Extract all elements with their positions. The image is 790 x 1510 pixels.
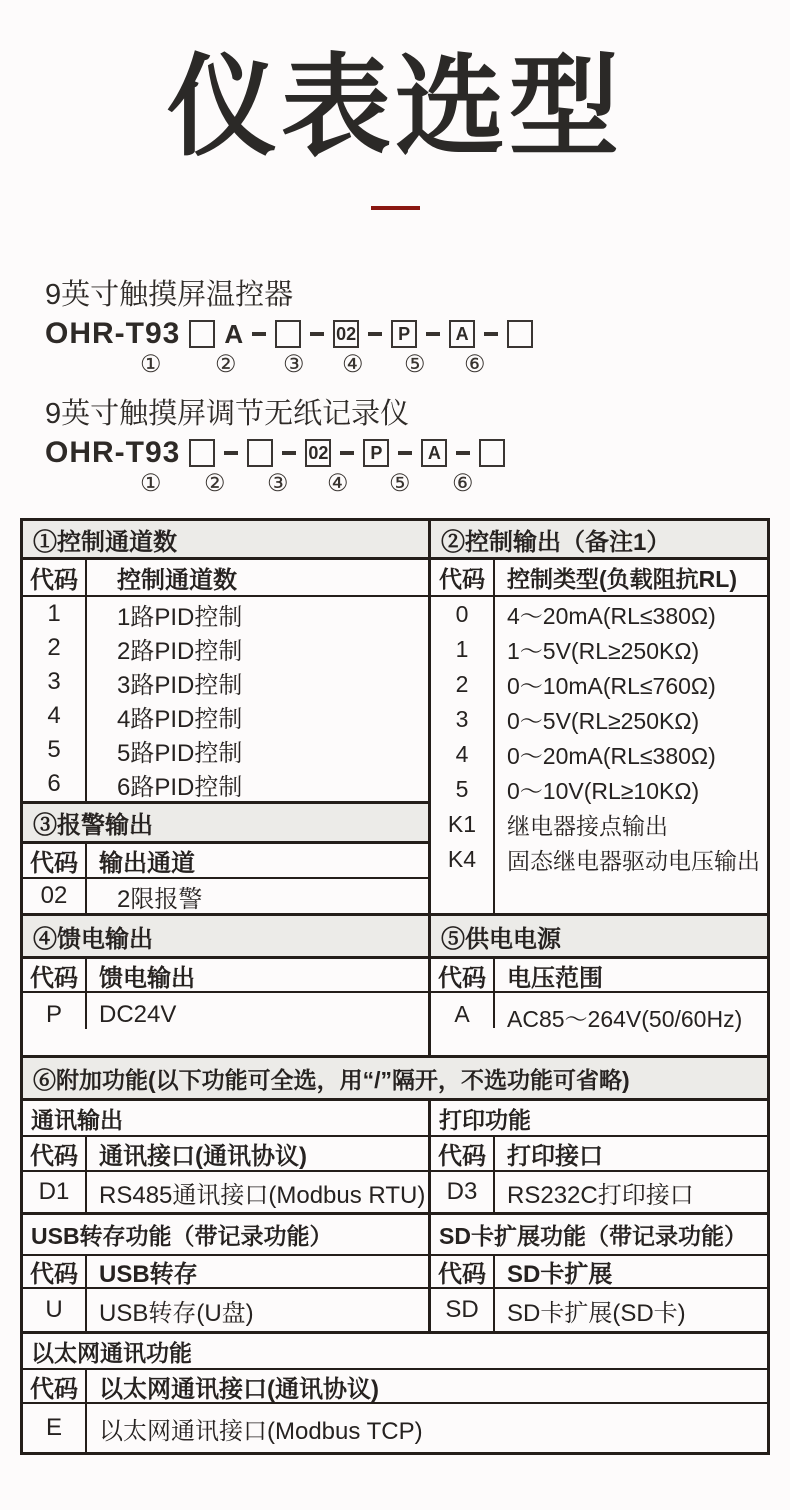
cell-code: E (23, 1404, 87, 1452)
product-name: 9英寸触摸屏温控器 (45, 279, 294, 311)
col-code: 代码 (431, 560, 495, 595)
col-code: 代码 (23, 1137, 87, 1170)
marker-1: ① (140, 470, 162, 497)
subsection-header: SD卡扩展功能（带记录功能） (431, 1215, 767, 1256)
model-fixed-letter: A (224, 318, 244, 349)
cell-desc: RS232C打印接口 (507, 1181, 694, 1209)
table-row (431, 842, 767, 877)
dash-separator (398, 451, 412, 455)
cell-desc: 0～20mA(RL≤380Ω) (507, 743, 716, 769)
marker-5: ⑤ (404, 351, 426, 378)
code-box-3: 02 (333, 320, 359, 348)
col-code: 代码 (431, 959, 495, 991)
position-markers (45, 470, 790, 498)
cell-code: 5 (23, 733, 87, 767)
cell-desc: 1路PID控制 (117, 603, 243, 631)
marker-4: ④ (342, 351, 364, 378)
column-header-row (23, 1370, 767, 1404)
cell-code: U (23, 1289, 87, 1331)
marker-1: ① (140, 351, 162, 378)
marker-3: ③ (283, 351, 305, 378)
column-header-row (431, 1137, 767, 1172)
column-header-row (431, 959, 767, 993)
code-box-5: A (449, 320, 475, 348)
subsection-comm-output (23, 1101, 431, 1212)
code-box-1 (189, 320, 215, 348)
cell-desc: 0～5V(RL≥250KΩ) (507, 708, 700, 734)
section-control-channels (23, 521, 431, 913)
col-desc: SD卡扩展 (507, 1261, 613, 1288)
model-code-line (45, 319, 790, 349)
cell-code: 6 (23, 767, 87, 801)
table-row (23, 733, 428, 767)
product-paperless-recorder (45, 395, 790, 498)
product-temp-controller (45, 276, 790, 379)
cell-desc: 6路PID控制 (117, 773, 243, 801)
cell-desc: 2限报警 (117, 885, 203, 913)
subsection-header: USB转存功能（带记录功能） (23, 1215, 428, 1256)
marker-5: ⑤ (389, 470, 411, 497)
table-row (23, 767, 428, 801)
cell-code: 0 (431, 597, 495, 632)
col-desc: 控制通道数 (117, 567, 237, 594)
table-block-a (23, 521, 767, 916)
cell-desc: 0～10V(RL≥10KΩ) (507, 778, 700, 804)
cell-code: 02 (23, 879, 87, 913)
cell-desc: 继电器接点输出 (507, 813, 668, 839)
empty-cell (495, 877, 767, 913)
cell-code: 3 (431, 702, 495, 737)
column-header-row (431, 1256, 767, 1289)
col-code: 代码 (23, 959, 87, 991)
table-row (431, 597, 767, 632)
cell-desc: 1～5V(RL≥250KΩ) (507, 638, 700, 664)
dash-separator (224, 451, 238, 455)
page-title: 仪表选型 (167, 46, 623, 169)
table-row (431, 1289, 767, 1331)
cell-code: A (431, 993, 495, 1028)
column-header-row (23, 844, 428, 879)
table-row (431, 807, 767, 842)
subsection-sd (431, 1215, 767, 1331)
col-desc: 打印接口 (507, 1143, 603, 1170)
cell-code: 5 (431, 772, 495, 807)
model-prefix: OHR-T93 (45, 436, 181, 469)
subsection-header: 通讯输出 (23, 1101, 428, 1137)
col-code: 代码 (23, 1256, 87, 1287)
table-row (23, 879, 428, 913)
marker-2: ② (204, 470, 226, 497)
marker-3: ③ (267, 470, 289, 497)
empty-fill (431, 877, 767, 913)
cell-code: 4 (23, 699, 87, 733)
table-row (23, 665, 428, 699)
table-row (431, 702, 767, 737)
col-desc: 输出通道 (99, 850, 195, 877)
cell-code: K1 (431, 807, 495, 842)
subsection-header: 打印功能 (431, 1101, 767, 1137)
dash-separator (368, 332, 382, 336)
code-box-2 (275, 320, 301, 348)
cell-code: 3 (23, 665, 87, 699)
table-row (23, 1404, 767, 1452)
marker-6: ⑥ (464, 351, 486, 378)
dash-separator (252, 332, 266, 336)
cell-code: SD (431, 1289, 495, 1331)
col-code: 代码 (23, 1370, 87, 1402)
column-header-row (23, 1256, 428, 1289)
model-code-line (45, 438, 790, 468)
cell-code: K4 (431, 842, 495, 877)
table-block-b (23, 916, 767, 1058)
col-desc: 通讯接口(通讯协议) (99, 1143, 307, 1170)
code-box-6 (479, 439, 505, 467)
section-6-header: ⑥附加功能(以下功能可全选，用“/”隔开，不选功能可省略) (23, 1058, 767, 1101)
dash-separator (484, 332, 498, 336)
table-row (23, 631, 428, 665)
dash-separator (282, 451, 296, 455)
cell-code: D3 (431, 1172, 495, 1212)
col-desc: 馈电输出 (99, 964, 195, 992)
dash-separator (426, 332, 440, 336)
column-header-row (431, 560, 767, 597)
accent-dash (371, 206, 420, 210)
cell-desc: AC85～264V(50/60Hz) (507, 1006, 743, 1032)
section-feed-output (23, 916, 431, 1055)
product-name: 9英寸触摸屏调节无纸记录仪 (45, 398, 410, 430)
cell-desc: RS485通讯接口(Modbus RTU) (99, 1181, 426, 1209)
cell-desc: SD卡扩展(SD卡) (507, 1299, 686, 1327)
section-1-header: ①控制通道数 (23, 521, 428, 560)
section-power-supply (431, 916, 767, 1055)
marker-2: ② (215, 351, 237, 378)
code-box-2 (247, 439, 273, 467)
empty-cell (431, 877, 495, 913)
section-3-header: ③报警输出 (23, 801, 428, 844)
col-code: 代码 (431, 1256, 495, 1287)
cell-code: 1 (431, 632, 495, 667)
dash-separator (456, 451, 470, 455)
table-block-d (23, 1101, 767, 1215)
cell-desc: 0～10mA(RL≤760Ω) (507, 673, 716, 699)
table-row (23, 993, 428, 1055)
cell-code: 2 (23, 631, 87, 665)
subsection-header: 以太网通讯功能 (23, 1334, 767, 1370)
cell-code: D1 (23, 1172, 87, 1212)
cell-desc: 固态继电器驱动电压输出 (507, 848, 760, 874)
code-box-6 (507, 320, 533, 348)
subsection-usb (23, 1215, 431, 1331)
position-markers (45, 351, 790, 379)
col-desc: USB转存 (99, 1261, 198, 1288)
subsection-ethernet (23, 1334, 767, 1452)
column-header-row (23, 1137, 428, 1172)
cell-desc: 4路PID控制 (117, 705, 243, 733)
section-4-header: ④馈电输出 (23, 916, 428, 959)
code-box-3: 02 (305, 439, 331, 467)
column-header-row (23, 959, 428, 993)
cell-desc: 5路PID控制 (117, 739, 243, 767)
section-5-header: ⑤供电电源 (431, 916, 767, 959)
col-code: 代码 (23, 844, 87, 877)
column-header-row (23, 560, 428, 597)
section-control-output (431, 521, 767, 913)
table-row (431, 772, 767, 807)
table-row (431, 737, 767, 772)
cell-desc: USB转存(U盘) (99, 1299, 254, 1327)
cell-desc: 2路PID控制 (117, 637, 243, 665)
cell-code: P (23, 993, 87, 1029)
page-header (0, 0, 790, 210)
cell-desc: DC24V (99, 1001, 177, 1028)
marker-4: ④ (327, 470, 349, 497)
col-desc: 以太网通讯接口(通讯协议) (99, 1375, 379, 1403)
table-row (431, 667, 767, 702)
subsection-print (431, 1101, 767, 1212)
table-row (431, 993, 767, 1055)
marker-6: ⑥ (452, 470, 474, 497)
col-desc: 电压范围 (507, 964, 603, 992)
code-box-4: P (391, 320, 417, 348)
table-row (23, 597, 428, 631)
cell-code: 2 (431, 667, 495, 702)
code-box-5: A (421, 439, 447, 467)
col-code: 代码 (23, 560, 87, 595)
table-row (23, 1172, 428, 1212)
table-row (431, 632, 767, 667)
section-2-header: ②控制输出（备注1） (431, 521, 767, 560)
cell-code: 1 (23, 597, 87, 631)
cell-desc: 3路PID控制 (117, 671, 243, 699)
selection-table (20, 518, 770, 1455)
dash-separator (310, 332, 324, 336)
table-block-e (23, 1215, 767, 1334)
dash-separator (340, 451, 354, 455)
cell-code: 4 (431, 737, 495, 772)
model-selection-area (45, 276, 790, 498)
code-box-4: P (363, 439, 389, 467)
table-row (23, 699, 428, 733)
table-row (431, 1172, 767, 1212)
code-box-1 (189, 439, 215, 467)
table-row (23, 1289, 428, 1331)
cell-desc: 4～20mA(RL≤380Ω) (507, 603, 716, 629)
col-code: 代码 (431, 1137, 495, 1170)
col-desc: 控制类型(负载阻抗RL) (507, 566, 737, 592)
cell-desc: 以太网通讯接口(Modbus TCP) (99, 1417, 423, 1445)
model-prefix: OHR-T93 (45, 317, 181, 350)
